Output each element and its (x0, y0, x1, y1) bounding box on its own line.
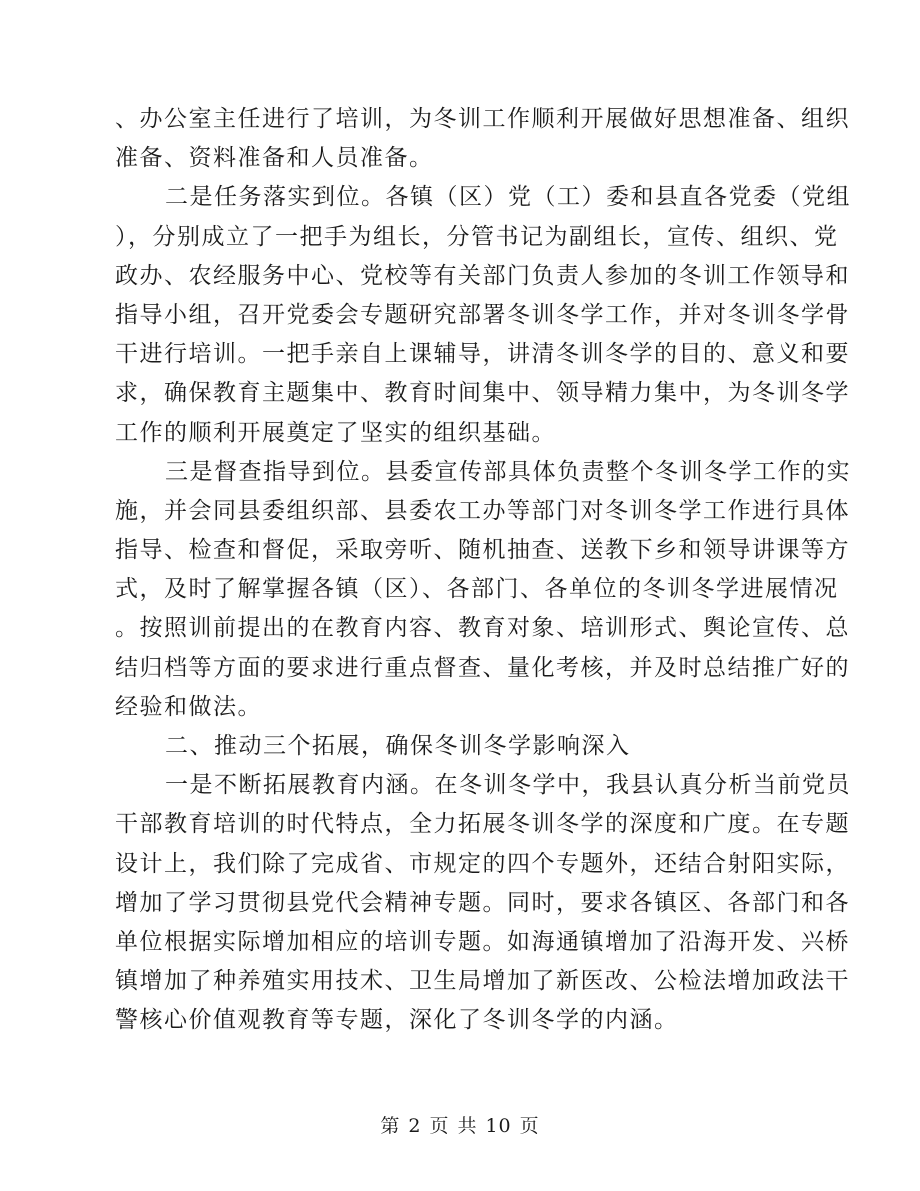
text-line: 结归档等方面的要求进行重点督查、量化考核，并及时总结推广好的 (115, 654, 850, 681)
text-line: 警核心价值观教育等专题，深化了冬训冬学的内涵。 (115, 1007, 679, 1034)
footer-total-word: 共 (457, 1115, 478, 1137)
page-footer (0, 1111, 920, 1138)
paragraph-start-line: 一是不断拓展教育内涵。在冬训冬学中，我县认真分析当前党员 (165, 772, 851, 799)
text-line: 经验和做法。 (115, 693, 262, 720)
text-line: 干进行培训。一把手亲自上课辅导，讲清冬训冬学的目的、意义和要 (115, 341, 850, 368)
text-line: 镇增加了种养殖实用技术、卫生局增加了新医改、公检法增加政法干 (115, 968, 850, 995)
text-line: 求，确保教育主题集中、教育时间集中、领导精力集中，为冬训冬学 (115, 380, 850, 407)
body-text (115, 100, 851, 1041)
footer-suffix: 页 (519, 1115, 540, 1137)
text-line: ），分别成立了一把手为组长，分管书记为副组长，宣传、组织、党 (115, 223, 839, 250)
footer-prefix: 第 (380, 1115, 401, 1137)
text-line: 。按照训前提出的在教育内容、教育对象、培训形式、舆论宣传、总 (115, 615, 850, 642)
text-line: 单位根据实际增加相应的培训专题。如海通镇增加了沿海开发、兴桥 (115, 928, 850, 955)
footer-page-word: 页 (429, 1115, 450, 1137)
text-line: 、办公室主任进行了培训，为冬训工作顺利开展做好思想准备、组织 (115, 106, 850, 132)
text-line: 设计上，我们除了完成省、市规定的四个专题外，还结合射阳实际， (115, 850, 850, 877)
text-line: 指导、检查和督促，采取旁听、随机抽查、送教下乡和领导讲课等方 (115, 537, 850, 564)
text-line: 政办、农经服务中心、党校等有关部门负责人参加的冬训工作领导和 (115, 262, 850, 289)
text-line: 工作的顺利开展奠定了坚实的组织基础。 (115, 419, 556, 446)
section-heading: 二、推动三个拓展，确保冬训冬学影响深入 (165, 733, 631, 759)
total-pages-number: 10 (485, 1115, 512, 1137)
text-line: 施，并会同县委组织部、县委农工办等部门对冬训冬学工作进行具体 (115, 497, 850, 524)
paragraph-start-line: 二是任务落实到位。各镇（区）党（工）委和县直各党委（党组 (165, 184, 851, 211)
paragraph-start-line: 三是督查指导到位。县委宣传部具体负责整个冬训冬学工作的实 (165, 458, 851, 485)
current-page-number: 2 (408, 1115, 422, 1137)
text-line: 干部教育培训的时代特点，全力拓展冬训冬学的深度和广度。在专题 (115, 811, 850, 838)
text-line: 增加了学习贯彻县党代会精神专题。同时，要求各镇区、各部门和各 (115, 889, 850, 916)
text-line: 式，及时了解掌握各镇（区）、各部门、各单位的冬训冬学进展情况 (115, 576, 839, 603)
text-line: 准备、资料准备和人员准备。 (115, 145, 434, 172)
text-line: 指导小组，召开党委会专题研究部署冬训冬学工作，并对冬训冬学骨 (115, 301, 850, 328)
